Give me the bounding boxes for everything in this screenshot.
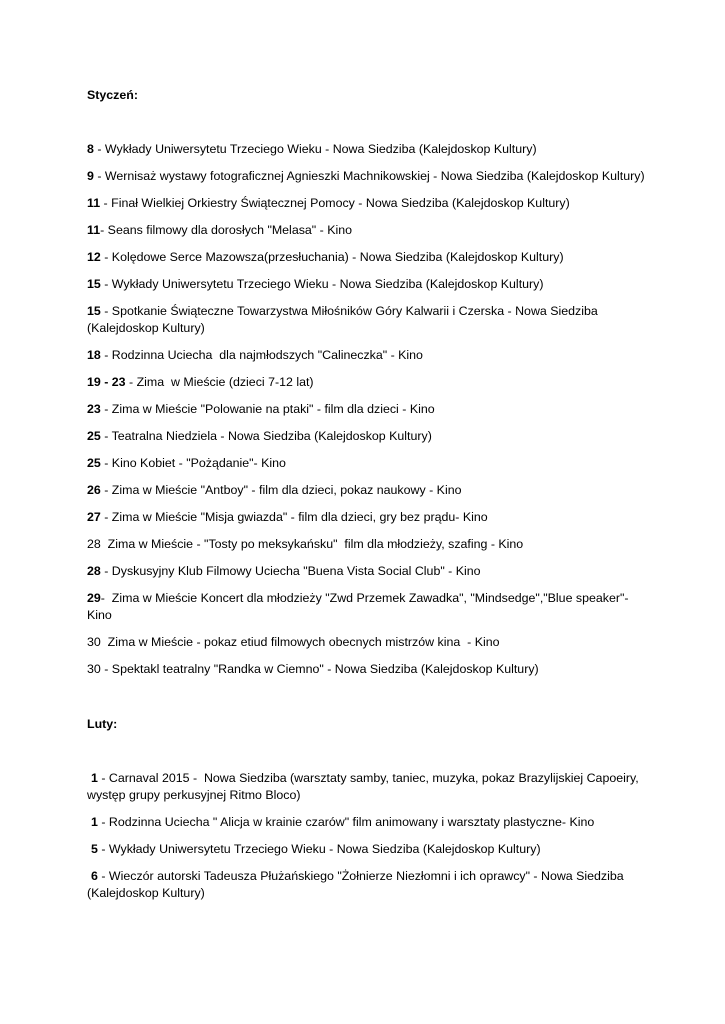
event-date: 30 <box>87 635 101 649</box>
event-text: - Dyskusyjny Klub Filmowy Uciecha "Buena Vista Social Club" - Kino <box>100 564 481 578</box>
event-date: 27 <box>87 510 101 524</box>
event-text: - Zima w Mieście Koncert dla młodzieży "Zwd Przemek Zawadka", "Mindsedge","Blue speaker"- Kino <box>87 591 632 622</box>
event-item <box>87 401 647 418</box>
event-date: 9 <box>87 169 94 183</box>
event-item <box>87 141 647 158</box>
event-item <box>87 536 647 553</box>
spacer <box>87 688 647 716</box>
event-text: - Finał Wielkiej Orkiestry Świątecznej Pomocy - Nowa Siedziba (Kalejdoskop Kultury) <box>100 196 570 210</box>
event-item <box>87 428 647 445</box>
event-date: 6 <box>91 869 98 883</box>
event-text: - Seans filmowy dla dorosłych "Melasa" - Kino <box>100 223 352 237</box>
section-title-styczen: Styczeń: <box>87 88 138 102</box>
document-page <box>87 87 647 912</box>
event-date: 19 - 23 <box>87 375 126 389</box>
event-item <box>87 374 647 391</box>
event-text: - Kolędowe Serce Mazowsza(przesłuchania) - Nowa Siedziba (Kalejdoskop Kultury) <box>100 250 564 264</box>
event-text: - Zima w Mieście "Polowanie na ptaki" - film dla dzieci - Kino <box>100 402 435 416</box>
event-text: - Wykłady Uniwersytetu Trzeciego Wieku - Nowa Siedziba (Kalejdoskop Kultury) <box>93 142 537 156</box>
event-text: - Teatralna Niedziela - Nowa Siedziba (Kalejdoskop Kultury) <box>100 429 432 443</box>
event-item <box>87 814 647 831</box>
event-item <box>87 168 647 185</box>
event-date: 26 <box>87 483 101 497</box>
event-item <box>87 634 647 651</box>
event-text: - Rodzinna Uciecha dla najmłodszych "Calineczka" - Kino <box>100 348 423 362</box>
event-item <box>87 195 647 212</box>
event-item <box>87 482 647 499</box>
event-text: - Rodzinna Uciecha " Alicja w krainie czarów" film animowany i warsztaty plastyczne- Kino <box>97 815 595 829</box>
event-item <box>87 661 647 678</box>
event-item <box>87 455 647 472</box>
event-date: 11 <box>87 196 101 210</box>
event-date: 1 <box>91 771 98 785</box>
event-date: 30 <box>87 662 101 676</box>
event-item <box>87 563 647 580</box>
event-date: 15 <box>87 277 101 291</box>
event-item <box>87 222 647 239</box>
event-text: - Zima w Mieście "Misja gwiazda" - film dla dzieci, gry bez prądu- Kino <box>100 510 488 524</box>
event-date: 29 <box>87 591 101 605</box>
event-date: 18 <box>87 348 101 362</box>
event-text: - Carnaval 2015 - Nowa Siedziba (warsztaty samby, taniec, muzyka, pokaz Brazylijskiej Capoeiry, występ grupy perkusyjnej Ritmo Bloco) <box>87 771 643 802</box>
event-item <box>87 276 647 293</box>
event-text: - Kino Kobiet - "Pożądanie"- Kino <box>100 456 286 470</box>
event-item <box>87 347 647 364</box>
spacer <box>87 733 647 770</box>
event-text: Zima w Mieście - pokaz etiud filmowych obecnych mistrzów kina - Kino <box>100 635 500 649</box>
event-date: 15 <box>87 304 101 318</box>
event-text: - Wieczór autorski Tadeusza Płużańskiego "Żołnierze Niezłomni i ich oprawcy" - Nowa Siedziba (Kalejdoskop Kultury) <box>87 869 628 900</box>
event-item <box>87 841 647 858</box>
event-date: 11 <box>87 223 101 237</box>
event-item <box>87 249 647 266</box>
event-date: 8 <box>87 142 94 156</box>
section-title-luty: Luty: <box>87 717 118 731</box>
event-date: 5 <box>91 842 98 856</box>
event-date: 28 <box>87 564 101 578</box>
event-date: 28 <box>87 537 101 551</box>
event-text: - Zima w Mieście "Antboy" - film dla dzieci, pokaz naukowy - Kino <box>100 483 462 497</box>
event-item <box>87 590 647 624</box>
event-text: - Zima w Mieście (dzieci 7-12 lat) <box>125 375 314 389</box>
event-date: 1 <box>91 815 98 829</box>
event-text: - Spektakl teatralny "Randka w Ciemno" - Nowa Siedziba (Kalejdoskop Kultury) <box>100 662 539 676</box>
event-text: - Wernisaż wystawy fotograficznej Agnieszki Machnikowskiej - Nowa Siedziba (Kalejdoskop Kultury) <box>93 169 645 183</box>
event-date: 25 <box>87 429 101 443</box>
event-text: Zima w Mieście - "Tosty po meksykańsku" film dla młodzieży, szafing - Kino <box>100 537 524 551</box>
spacer <box>87 104 647 141</box>
event-date: 12 <box>87 250 101 264</box>
event-text: - Spotkanie Świąteczne Towarzystwa Miłośników Góry Kalwarii i Czerska - Nowa Siedziba (Kalejdoskop Kultury) <box>87 304 602 335</box>
event-date: 25 <box>87 456 101 470</box>
event-date: 23 <box>87 402 101 416</box>
event-item <box>87 868 647 902</box>
event-text: - Wykłady Uniwersytetu Trzeciego Wieku - Nowa Siedziba (Kalejdoskop Kultury) <box>100 277 544 291</box>
event-item <box>87 770 647 804</box>
event-text: - Wykłady Uniwersytetu Trzeciego Wieku - Nowa Siedziba (Kalejdoskop Kultury) <box>97 842 541 856</box>
event-item <box>87 509 647 526</box>
event-item <box>87 303 647 337</box>
